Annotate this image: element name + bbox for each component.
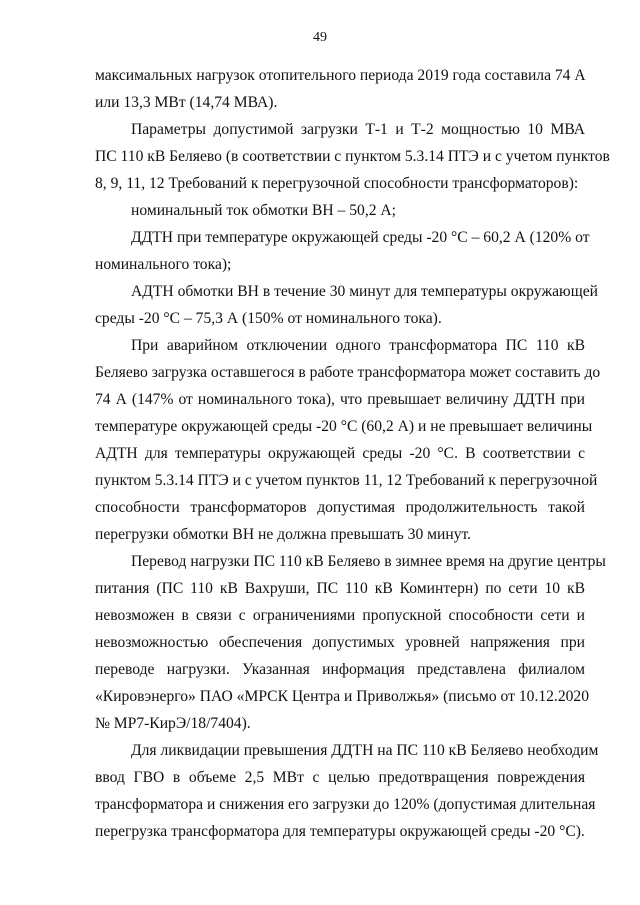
page-number: 49 [313, 30, 327, 45]
text-line: переводе нагрузки. Указанная информация представлена филиалом [95, 661, 585, 678]
text-line: номинальный ток обмотки ВН – 50,2 А; [131, 202, 397, 219]
text-line: При аварийном отключении одного трансформатора ПС 110 кВ [131, 337, 585, 354]
text-line: 74 А (147% от номинального тока), что превышает величину ДДТН при [95, 391, 585, 408]
text-line: АДТН для температуры окружающей среды -20 °С. В соответствии с [95, 445, 585, 462]
text-line: перегрузки обмотки ВН не должна превышать 30 минут. [95, 526, 472, 543]
text-line: 8, 9, 11, 12 Требований к перегрузочной способности трансформаторов): [95, 175, 579, 192]
text-line: питания (ПС 110 кВ Вахруши, ПС 110 кВ Коминтерн) по сети 10 кВ [95, 580, 585, 597]
text-line: пунктом 5.3.14 ПТЭ и с учетом пунктов 11, 12 Требований к перегрузочной [95, 472, 598, 489]
text-line: или 13,3 МВт (14,74 МВА). [95, 94, 278, 111]
text-line: температуре окружающей среды -20 °С (60,2 А) и не превышает величины [95, 418, 593, 435]
text-line: номинального тока); [95, 256, 232, 273]
text-line: Беляево загрузка оставшегося в работе трансформатора может составить до [95, 364, 601, 381]
text-line: невозможен в связи с ограничениями пропускной способности сети и [95, 607, 585, 624]
text-line: Перевод нагрузки ПС 110 кВ Беляево в зимнее время на другие центры [131, 553, 606, 570]
text-line: способности трансформаторов допустимая продолжительность такой [95, 499, 585, 516]
text-line: «Кировэнерго» ПАО «МРСК Центра и Приволжья» (письмо от 10.12.2020 [95, 688, 590, 705]
text-line: ввод ГВО в объеме 2,5 МВт с целью предотвращения повреждения [95, 769, 585, 786]
text-line: Для ликвидации превышения ДДТН на ПС 110 кВ Беляево необходим [131, 742, 599, 759]
text-line: № МР7-КирЭ/18/7404). [95, 715, 251, 732]
text-line: максимальных нагрузок отопительного периода 2019 года составила 74 А [95, 67, 586, 84]
text-line: среды -20 °С – 75,3 А (150% от номинального тока). [95, 310, 442, 327]
text-line: ПС 110 кВ Беляево (в соответствии с пунктом 5.3.14 ПТЭ и с учетом пунктов [95, 148, 610, 165]
text-line: АДТН обмотки ВН в течение 30 минут для температуры окружающей [131, 283, 598, 300]
text-line: Параметры допустимой загрузки Т-1 и Т-2 мощностью 10 МВА [131, 121, 585, 138]
text-line: ДДТН при температуре окружающей среды -20 °С – 60,2 А (120% от [131, 229, 590, 246]
text-line: трансформатора и снижения его загрузки до 120% (допустимая длительная [95, 796, 596, 813]
text-line: перегрузка трансформатора для температуры окружающей среды -20 °С). [95, 823, 585, 840]
text-line: невозможностью обеспечения допустимых уровней напряжения при [95, 634, 585, 651]
